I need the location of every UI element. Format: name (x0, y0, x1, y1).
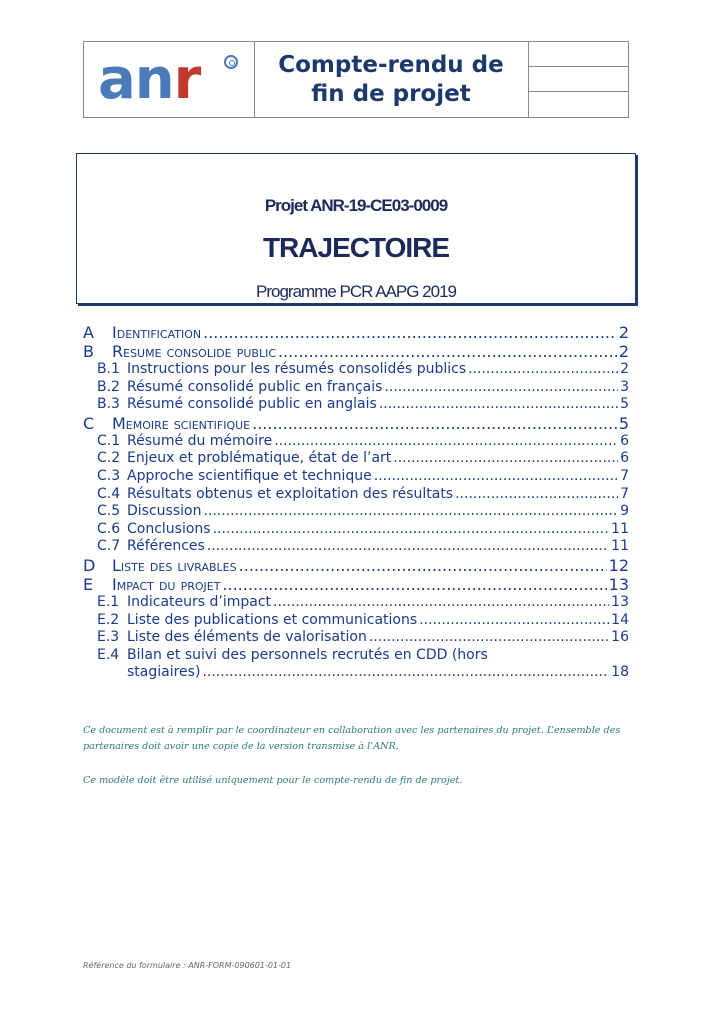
toc-page-number: 2 (618, 323, 629, 342)
toc-label: Résumé du mémoire (127, 432, 273, 449)
toc-number: E.3 (97, 629, 120, 646)
toc-entry[interactable] (83, 664, 629, 682)
toc-entry[interactable] (83, 538, 629, 556)
toc-leader (202, 664, 609, 680)
toc-entry[interactable] (83, 629, 629, 647)
instruction-note: Ce document est à remplir par le coordinateur en collaboration avec les partenaires du projet. L’ensemble des partenaires doit avoir une copie de la version transmise à l’ANR. (83, 725, 621, 752)
toc-page-number: 5 (618, 413, 629, 433)
toc-entry[interactable] (83, 503, 629, 521)
toc-entry[interactable] (83, 468, 629, 486)
toc-number: B.1 (97, 361, 120, 377)
project-acronym: TRAJECTOIRE (262, 232, 450, 263)
toc-label: Indicateurs d’impact (127, 593, 272, 610)
toc-number: C.2 (97, 450, 121, 467)
form-reference: Référence du formulaire : ANR-FORM-090601-01-01 (83, 961, 292, 970)
toc-number: B.3 (97, 396, 120, 413)
toc-entry[interactable] (83, 575, 629, 594)
toc-leader (374, 468, 618, 484)
toc-page-number: 11 (611, 538, 629, 555)
toc-entry[interactable] (83, 556, 629, 575)
toc-entry[interactable] (83, 647, 629, 665)
toc-number: B.2 (97, 378, 120, 395)
toc-label: Memoire scientifique (112, 413, 251, 433)
toc-label: Conclusions (127, 520, 211, 537)
toc-number: D (83, 555, 96, 575)
project-programme: Programme PCR AAPG 2019 (256, 282, 456, 301)
header-boxes (528, 42, 628, 117)
toc-number: E.2 (97, 611, 120, 628)
toc-number: C.1 (97, 432, 121, 449)
toc-leader (369, 629, 609, 645)
toc-entry[interactable] (83, 342, 629, 361)
toc-leader (252, 414, 617, 433)
logo-cell (84, 42, 255, 117)
toc-leader (455, 486, 618, 502)
table-of-contents (83, 323, 629, 682)
toc-page-number: 2 (620, 361, 629, 377)
toc-page-number: 13 (611, 593, 629, 610)
toc-number: B (83, 342, 94, 361)
toc-page-number: 6 (620, 432, 629, 449)
toc-leader (379, 396, 618, 412)
toc-page-number: 12 (608, 555, 629, 575)
toc-leader (274, 433, 618, 449)
header-box (528, 92, 628, 117)
toc-page-number: 11 (611, 520, 629, 537)
toc-label: Résultats obtenus et exploitation des résultats (127, 485, 454, 502)
toc-number: E.1 (97, 593, 120, 610)
toc-leader (419, 612, 609, 628)
toc-label: Identification (112, 323, 202, 342)
toc-entry[interactable] (83, 379, 629, 397)
toc-number: C.6 (97, 520, 121, 537)
toc-entry[interactable] (83, 433, 629, 451)
registered-icon (224, 55, 238, 69)
toc-leader (393, 450, 618, 466)
toc-page-number: 2 (618, 342, 629, 361)
toc-entry[interactable] (83, 612, 629, 630)
toc-entry[interactable] (83, 361, 629, 379)
toc-label: Liste des publications et communications (127, 611, 418, 628)
toc-entry[interactable] (83, 594, 629, 612)
toc-label: Références (127, 538, 205, 555)
toc-page-number: 3 (620, 378, 629, 395)
toc-label: Instructions pour les résumés consolidés publics (127, 361, 467, 377)
toc-label: Liste des éléments de valorisation (127, 629, 367, 646)
toc-label: Résumé consolidé public en anglais (127, 396, 377, 413)
toc-entry[interactable] (83, 414, 629, 433)
project-code: Projet ANR-19-CE03-0009 (264, 196, 448, 215)
toc-label: Liste des livrables (112, 555, 237, 575)
header-table (83, 41, 629, 118)
toc-number: C.4 (97, 485, 121, 502)
toc-number: C.7 (97, 538, 121, 555)
header-box (528, 67, 628, 92)
toc-leader (273, 594, 609, 610)
toc-leader (203, 503, 618, 519)
toc-number: C.3 (97, 467, 121, 484)
toc-entry[interactable] (83, 396, 629, 414)
toc-page-number: 6 (620, 450, 629, 467)
toc-page-number: 5 (620, 396, 629, 413)
toc-page-number: 14 (611, 611, 629, 628)
toc-label: Enjeux et problématique, état de l’art (127, 450, 392, 467)
toc-page-number: 7 (620, 467, 629, 484)
toc-entry[interactable] (83, 486, 629, 504)
toc-entry[interactable] (83, 323, 629, 342)
toc-page-number: 13 (608, 574, 629, 594)
toc-leader (468, 361, 618, 377)
toc-page-number: 7 (620, 485, 629, 502)
document-title: Compte-rendu de fin de projet (278, 51, 504, 107)
toc-leader (222, 575, 606, 594)
toc-label: Bilan et suivi des personnels recrutés en CDD (hors (127, 646, 488, 663)
toc-leader (239, 556, 607, 575)
toc-number: C (83, 413, 95, 433)
toc-leader (278, 342, 617, 361)
toc-number: E (83, 574, 94, 594)
toc-number: A (83, 323, 94, 342)
header-box (528, 42, 628, 67)
toc-page-number: 18 (611, 664, 629, 681)
toc-label: Approche scientifique et technique (127, 467, 372, 484)
toc-leader (384, 379, 618, 395)
toc-leader (213, 521, 610, 537)
toc-number: E.4 (97, 646, 120, 663)
toc-label: stagiaires) (127, 664, 201, 681)
toc-label: Resume consolide public (112, 342, 276, 361)
toc-entry[interactable] (83, 521, 629, 539)
project-box (76, 153, 636, 304)
toc-number: C.5 (97, 503, 121, 520)
toc-label: Discussion (127, 503, 202, 520)
toc-label: Impact du projet (112, 574, 221, 594)
toc-label: Résumé consolidé public en français (127, 378, 383, 395)
toc-leader (203, 323, 617, 342)
toc-page-number: 9 (620, 503, 629, 520)
toc-entry[interactable] (83, 450, 629, 468)
toc-leader (207, 538, 609, 554)
toc-page-number: 16 (611, 629, 629, 646)
title-cell (254, 42, 529, 117)
model-note: Ce modèle doit être utilisé uniquement pour le compte-rendu de fin de projet. (83, 775, 463, 786)
anr-logo: anr (98, 52, 200, 108)
